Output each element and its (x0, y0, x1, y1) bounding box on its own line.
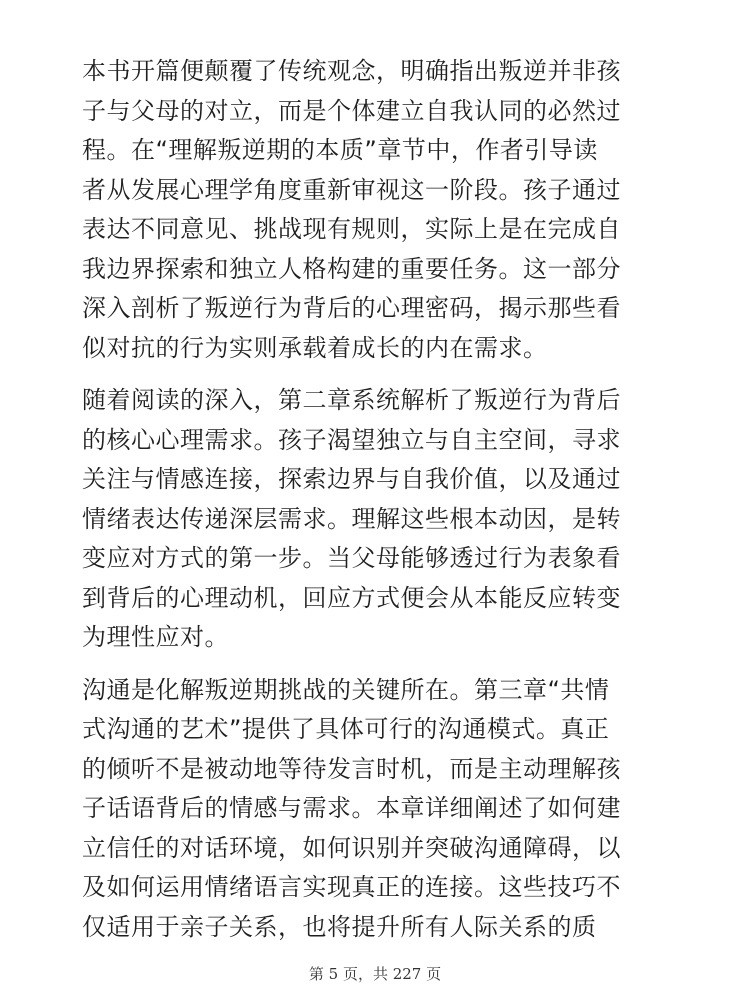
text-line: 立信任的对话环境，如何识别并突破沟通障碍，以 (82, 833, 621, 862)
paragraph-3 (82, 671, 672, 948)
text-line: 深入剖析了叛逆行为背后的心理密码，揭示那些看 (82, 294, 621, 322)
text-line: 我边界探索和独立人格构建的重要任务。这一部分 (82, 254, 621, 283)
text-line: 本书开篇便颠覆了传统观念，明确指出叛逆并非孩 (82, 57, 621, 85)
text-line: 随着阅读的深入，第二章系统解析了叛逆行为背后 (82, 386, 621, 414)
text-line: 者从发展心理学角度重新审视这一阶段。孩子通过 (82, 175, 621, 204)
text-line: 为理性应对。 (82, 623, 229, 651)
text-line: 似对抗的行为实则承载着成长的内在需求。 (82, 333, 548, 362)
page-number-footer: 第 5 页，共 227 页 (308, 965, 442, 983)
paragraph-1 (82, 52, 672, 368)
text-line: 的核心心理需求。孩子渴望独立与自主空间，寻求 (82, 425, 621, 454)
text-line: 及如何运用情绪语言实现真正的连接。这些技巧不 (82, 873, 621, 901)
text-line: 沟通是化解叛逆期挑战的关键所在。第三章“共情 (82, 675, 610, 704)
text-line: 子与父母的对立，而是个体建立自我认同的必然过 (82, 96, 621, 125)
text-line: 子话语背后的情感与需求。本章详细阐述了如何建 (82, 794, 621, 822)
text-line: 仅适用于亲子关系，也将提升所有人际关系的质 (82, 912, 597, 941)
text-line: 变应对方式的第一步。当父母能够透过行为表象看 (82, 544, 621, 572)
paragraph-2 (82, 381, 672, 658)
text-line: 到背后的心理动机，回应方式便会从本能反应转变 (82, 583, 621, 612)
text-line: 的倾听不是被动地等待发言时机，而是主动理解孩 (82, 754, 621, 783)
text-line: 表达不同意见、挑战现有规则，实际上是在完成自 (82, 215, 621, 243)
text-line: 程。在“理解叛逆期的本质”章节中，作者引导读 (82, 136, 598, 164)
text-line: 关注与情感连接，探索边界与自我价值，以及通过 (82, 465, 621, 493)
text-line: 情绪表达传递深层需求。理解这些根本动因，是转 (82, 504, 621, 533)
text-line: 式沟通的艺术”提供了具体可行的沟通模式。真正 (82, 715, 610, 743)
body-text (82, 52, 672, 960)
